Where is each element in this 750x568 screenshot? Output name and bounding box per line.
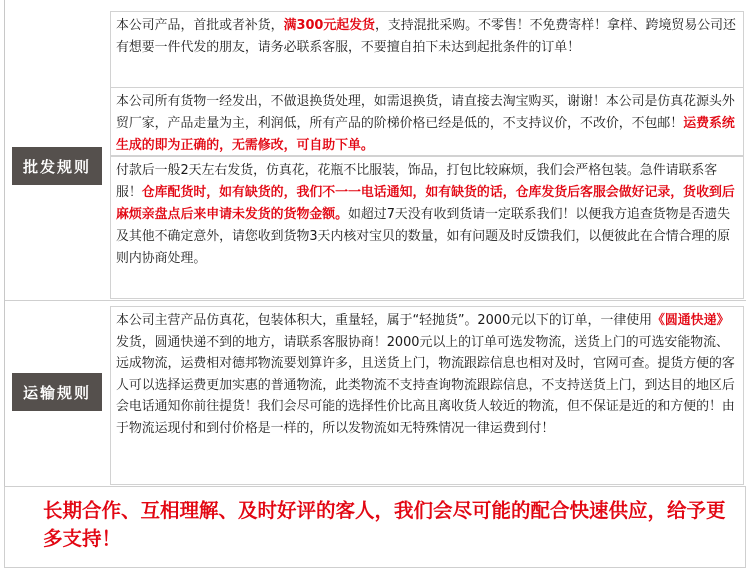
rule-text: ，支持混批采购。不零售！不免费寄样！拿样、跨境贸易公司还有想要一件代发的朋友，请务必联系客服，不要擅自拍下未达到起批条件的订单！ <box>116 18 736 55</box>
shipping-rules-tag: 运输规则 <box>12 373 102 411</box>
shipping-label-column <box>4 301 106 486</box>
rule-highlight-shipping-fee: 运费系统生成的即为正确的，无需修改，可自助下单。 <box>116 116 735 153</box>
rule-text: 如超过7天没有收到货请一定联系我们！以便我方追查货物是否遗失及其他不确定意外，请您收到货物3天内核对宝贝的数量，如有问题及时反馈我们，以便彼此在合情合理的原则内协商处理。 <box>116 207 731 266</box>
rule-highlight-courier: 《圆通快递》 <box>652 313 730 328</box>
rule-text: 付款后一般2天左右发货，仿真花，花瓶不比服装，饰品，打包比较麻烦，我们会严格包装。急件请联系客服！ <box>116 163 718 200</box>
left-border <box>4 0 5 486</box>
rule-text: 本公司所有货物一经发出，不做退换货处理，如需退换货，请直接去淘宝购买，谢谢！本公司是仿真花源头外贸厂家，产品走量为主，利润低，所有产品的阶梯价格已经是低的，不支持议价，不改价，不包邮！ <box>116 94 735 131</box>
shipping-rule-logistics <box>110 306 744 485</box>
rule-text: 发货，圆通快递不到的地方，请联系客服协商！2000元以上的订单可选发物流，送货上门的可选安能物流、远成物流，运费相对德邦物流要划算许多，且送货上门，物流跟踪信息也相对及时，官网可查。提货方便的客人可以选择运费更加实惠的普通物流，此类物流不支持查询物流跟踪信息，不支持送货上门，到达目的地区后会电话通知你前往提货！我们会尽可能的选择性价比高且离收货人较近的物流，但不保证是近的和方便的！由于物流运现付和到付价格是一样的，所以发物流如无特殊情况一律运费到付！ <box>116 334 735 436</box>
footer-message <box>4 486 746 568</box>
rule-text: 本公司主营产品仿真花，包装体积大，重量轻，属于“轻抛货”。2000元以下的订单，一律使用 <box>116 313 653 328</box>
wholesale-rule-no-returns <box>110 87 744 156</box>
wholesale-rule-minimum-order <box>110 11 744 88</box>
rule-text: 本公司产品，首批或者补货， <box>116 18 284 33</box>
wholesale-rules-tag: 批发规则 <box>12 147 102 185</box>
footer-text: 长期合作、互相理解、及时好评的客人，我们会尽可能的配合快速供应，给予更多支持！ <box>43 499 726 550</box>
wholesale-rule-delivery <box>110 156 744 299</box>
section-divider <box>4 300 746 301</box>
wholesale-label-column <box>4 0 106 300</box>
rule-highlight-out-of-stock: 仓库配货时，如有缺货的，我们不一一电话通知，如有缺货的话，仓库发货后客服会做好记录，货收到后麻烦亲盘点后来申请未发货的货物金额。 <box>116 185 735 222</box>
rule-highlight-min-amount: 满300元起发货 <box>283 18 375 33</box>
